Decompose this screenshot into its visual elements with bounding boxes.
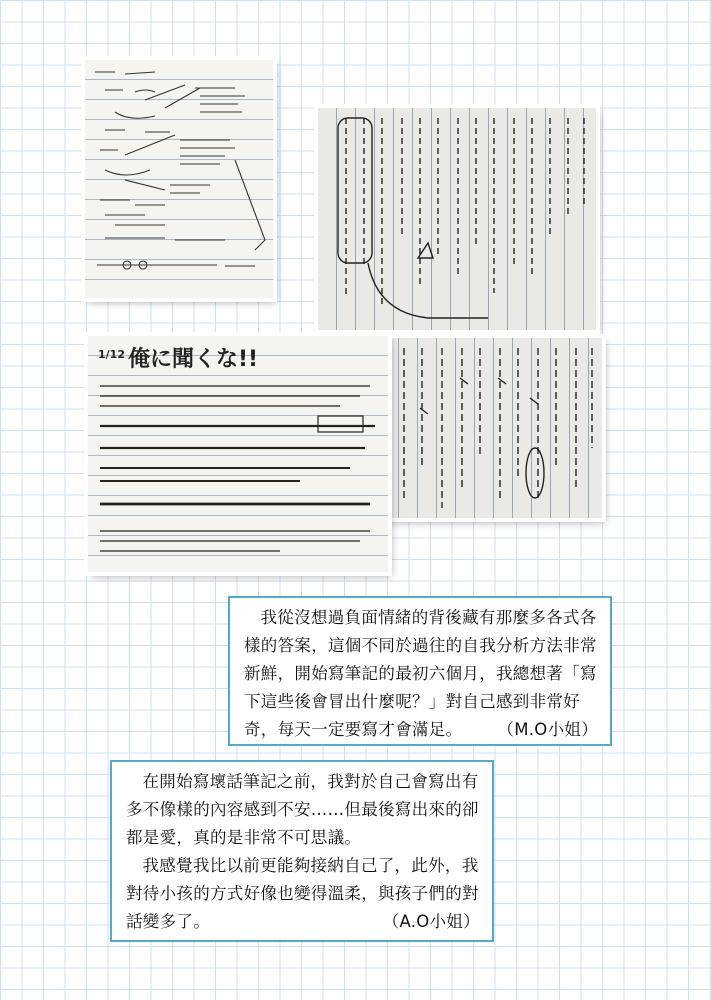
note-date: 1/12 (98, 348, 125, 361)
testimonial-1-signature: （M.O小姐） (497, 720, 598, 739)
testimonial-1-text: 我從沒想過負面情緒的背後藏有那麼多各式各樣的答案，這個不同於過往的自我分析方法非常新鮮，開始寫筆記的最初六個月，我總想著「寫下這些後會冒出什麼呢？」對自己感到非常好奇，每天一定要寫才會滿足。 (244, 608, 597, 739)
notebook-photo-vertical-2 (380, 338, 602, 518)
vertical-handwriting-1 (318, 108, 596, 330)
testimonial-2-paragraph-2: 我感覺我比以前更能夠接納自己了，此外，我對待小孩的方式好像也變得溫柔，與孩子們的對話變多了。 (126, 856, 479, 931)
mindmap-handwriting (85, 60, 273, 298)
testimonial-box-2 (110, 760, 494, 942)
notebook-photo-heading (88, 336, 388, 572)
testimonial-2-signature: （A.O小姐） (382, 912, 480, 931)
testimonial-box-1 (228, 596, 612, 746)
testimonial-2-paragraph-1: 在開始寫壞話筆記之前，我對於自己會寫出有多不像樣的內容感到不安……但最後寫出來的卻都是愛，真的是非常不可思議。 (126, 772, 479, 847)
heading-handwriting (88, 336, 388, 572)
notebook-photo-mindmap (85, 60, 273, 298)
vertical-handwriting-2 (380, 338, 602, 518)
notebook-photo-vertical-1 (318, 108, 596, 330)
note-heading: 俺に聞くな!! (128, 347, 259, 372)
